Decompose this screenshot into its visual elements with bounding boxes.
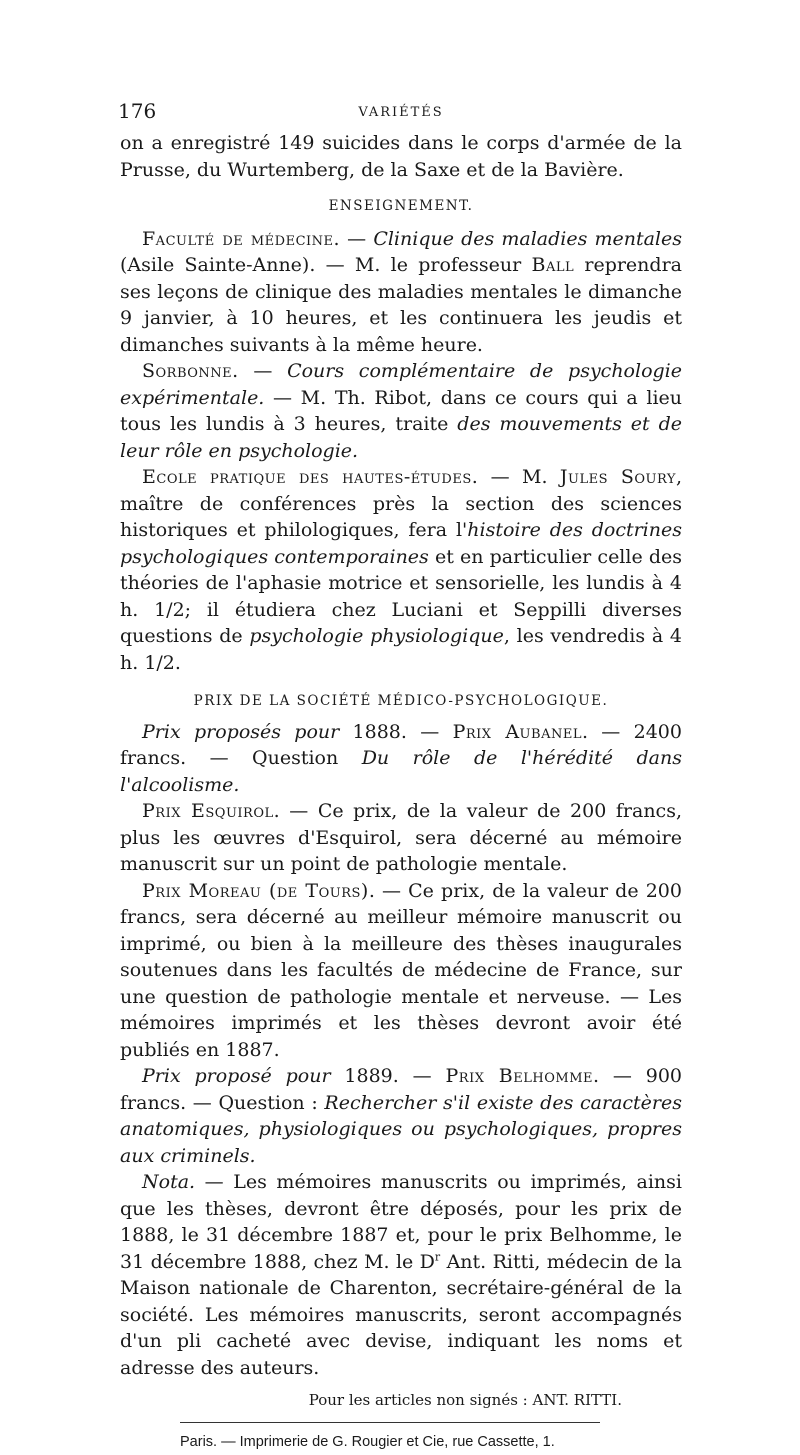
prize-name: Prix Aubanel <box>453 721 582 743</box>
prize-name: Prix Belhomme <box>446 1065 594 1087</box>
paragraph-text: (Asile Sainte-Anne). — M. le professeur <box>120 254 531 276</box>
paragraph-text: et en particulier celle des théories de l'aphasie motrice et sensorielle, les lundis à 4 h. 1/2; il étudiera chez Luciani et Seppilli diverses questions de <box>120 546 682 648</box>
person-name: Ball <box>531 254 574 276</box>
course-title: histoire des doctrines psychologiques contemporaines <box>120 519 682 568</box>
paragraph-text: — M. Th. Ribot, dans ce cours qui a lieu tous les lundis à 3 heures, traite <box>120 387 682 436</box>
signature-line <box>120 1387 682 1414</box>
paragraph-text: reprendra ses leçons de clinique des maladies mentales le dimanche 9 janvier, à 10 heures, et les continuera les jeudis et dimanches suivants à la même heure. <box>120 254 682 356</box>
paragraph-text: — <box>239 360 287 382</box>
prize-name: Prix Moreau (de Tours) <box>142 880 369 902</box>
paragraph-label: Ecole pratique des hautes-études. <box>142 466 478 488</box>
paragraph-text: . — 900 francs. — Question : <box>120 1065 682 1114</box>
paragraph-text: 1889. — <box>331 1065 446 1087</box>
superscript: r <box>435 1250 440 1263</box>
signature-name: ANT. RITTI. <box>533 1391 623 1409</box>
footer-divider <box>180 1422 600 1423</box>
paragraph-text: . — Ce prix, de la valeur de 200 francs, sera décerné au meilleur mémoire manuscrit ou imprimé, ou bien à la meilleure des thèses inaugurales soutenues dans les facultés de médecine de France, sur une question de pathologie mentale et nerveuse. — Les mémoires imprimés et les thèses devront avoir été publiés en 1887. <box>120 880 682 1061</box>
course-subject: des mouvements et de leur rôle en psychologie. <box>120 413 682 462</box>
prize-name: Prix Esquirol <box>142 800 274 822</box>
course-title: Clinique des maladies mentales <box>373 228 682 250</box>
page-number: 176 <box>118 98 156 125</box>
paragraph-sorbonne <box>120 358 682 464</box>
paragraph-text: — <box>340 228 373 250</box>
paragraph-nota <box>120 1169 682 1381</box>
paragraph-ecole-pratique <box>120 464 682 676</box>
paragraph-lead: Nota. <box>142 1171 195 1193</box>
section-heading-prix: PRIX DE LA SOCIÉTÉ MÉDICO-PSYCHOLOGIQUE. <box>120 688 682 715</box>
signature-text: Pour les articles non signés : <box>309 1391 533 1409</box>
paragraph-label: Sorbonne. <box>142 360 239 382</box>
paragraph-text: . — Ce prix, de la valeur de 200 francs, plus les œuvres d'Esquirol, sera décerné au mémoire manuscrit sur un point de pathologie mentale. <box>120 800 682 875</box>
section-heading-enseignement: ENSEIGNEMENT. <box>120 193 682 220</box>
running-head <box>120 98 682 126</box>
paragraph-text: — Les mémoires manuscrits ou imprimés, ainsi que les thèses, devront être déposés, pour les prix de 1888, le 31 décembre 1887 et, pour le prix Belhomme, le 31 décembre 1888, chez M. le D <box>120 1171 682 1273</box>
paragraph-text: 1888. — <box>339 721 452 743</box>
printer-imprint: Paris. — Imprimerie de G. Rougier et Cie, rue Cassette, 1. <box>120 1429 682 1455</box>
paragraph-prix-moreau <box>120 878 682 1064</box>
paragraph-lead: Prix proposé pour <box>142 1065 331 1087</box>
intro-paragraph: on a enregistré 149 suicides dans le corps d'armée de la Prusse, du Wurtemberg, de la Saxe et de la Bavière. <box>120 130 682 183</box>
paragraph-faculte-medecine <box>120 226 682 359</box>
paragraph-text: — M. <box>478 466 560 488</box>
question-title: Rechercher s'il existe des caractères anatomiques, physiologiques ou psychologiques, propres aux criminels. <box>120 1092 682 1167</box>
page-body <box>120 98 682 1455</box>
paragraph-text: Ant. Ritti, médecin de la Maison nationale de Charenton, secrétaire-général de la société. Les mémoires manuscrits, seront accompagnés d'un pli cacheté avec devise, indiquant les noms et adresse des auteurs. <box>120 1251 682 1379</box>
paragraph-label: Faculté de médecine. <box>142 228 340 250</box>
paragraph-text: . — 2400 francs. — Question <box>120 721 682 770</box>
question-title: Du rôle de l'hérédité dans l'alcoolisme. <box>120 747 682 796</box>
paragraph-text: , les vendredis à 4 h. 1/2. <box>120 625 682 674</box>
running-title: VARIÉTÉS <box>120 100 682 127</box>
paragraph-prix-belhomme <box>120 1063 682 1169</box>
person-name: Jules Soury <box>560 466 676 488</box>
paragraph-prix-esquirol <box>120 798 682 878</box>
course-subject: psychologie physiologique <box>249 625 503 647</box>
paragraph-text: , maître de conférences près la section des sciences historiques et philologiques, fera l' <box>120 466 682 541</box>
course-title: Cours complémentaire de psychologie expérimentale. <box>120 360 682 409</box>
paragraph-prix-aubanel <box>120 719 682 799</box>
paragraph-lead: Prix proposés pour <box>142 721 339 743</box>
